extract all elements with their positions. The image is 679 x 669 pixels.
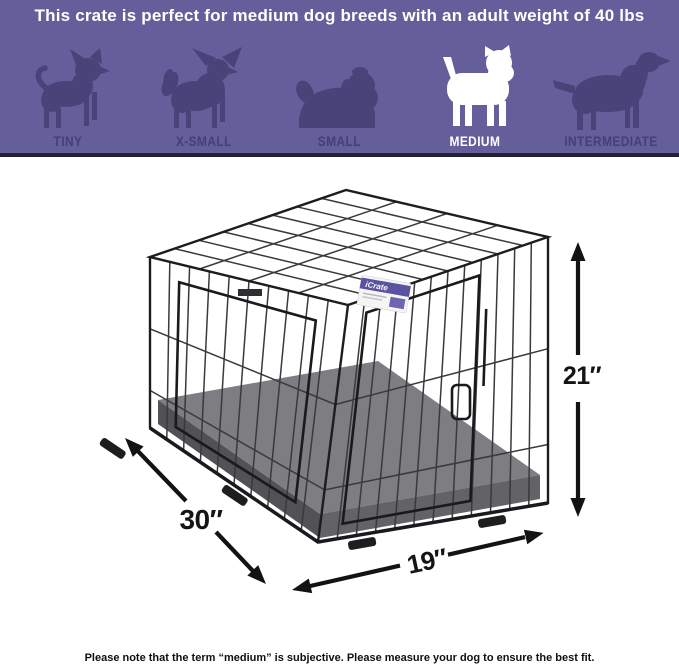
size-option-small [272,44,408,150]
size-guide-row [0,44,679,150]
brand-label-card [357,275,411,313]
door-handle [452,385,470,419]
side-door-latch [238,289,262,296]
spaniel-silhouette-icon [545,44,677,130]
door-latch-bar [484,309,487,386]
size-guide-header [0,0,679,157]
size-label-x-small: X-SMALL [175,133,232,149]
size-option-x-small [136,44,272,150]
width-dimension-label: 19″ [404,542,450,580]
disclaimer-note: Please note that the term “medium” is subjective. Please measure your dog to ensure the best fit. [84,652,595,664]
west-highland-terrier-silhouette-icon [425,45,525,130]
crate-illustration-area [0,157,679,640]
chihuahua-silhouette-icon [18,48,118,130]
crate-top-mesh [175,198,524,296]
papillon-silhouette-icon [150,46,258,130]
size-option-intermediate [543,44,679,150]
depth-dimension-label: 30″ [179,504,223,535]
size-option-tiny [0,44,136,150]
brand-label-text: iCrate [364,279,389,293]
size-label-medium: MEDIUM [449,133,501,149]
header-title: This crate is perfect for medium dog breeds with an adult weight of 40 lbs [34,6,645,25]
wire-crate-illustration [0,157,679,640]
size-option-medium-selected [407,44,543,150]
size-label-tiny: TINY [53,133,83,149]
size-label-intermediate: INTERMEDIATE [564,133,658,149]
height-dimension-label: 21″ [562,362,602,390]
size-label-small: SMALL [317,133,362,149]
shih-tzu-silhouette-icon [287,64,391,130]
